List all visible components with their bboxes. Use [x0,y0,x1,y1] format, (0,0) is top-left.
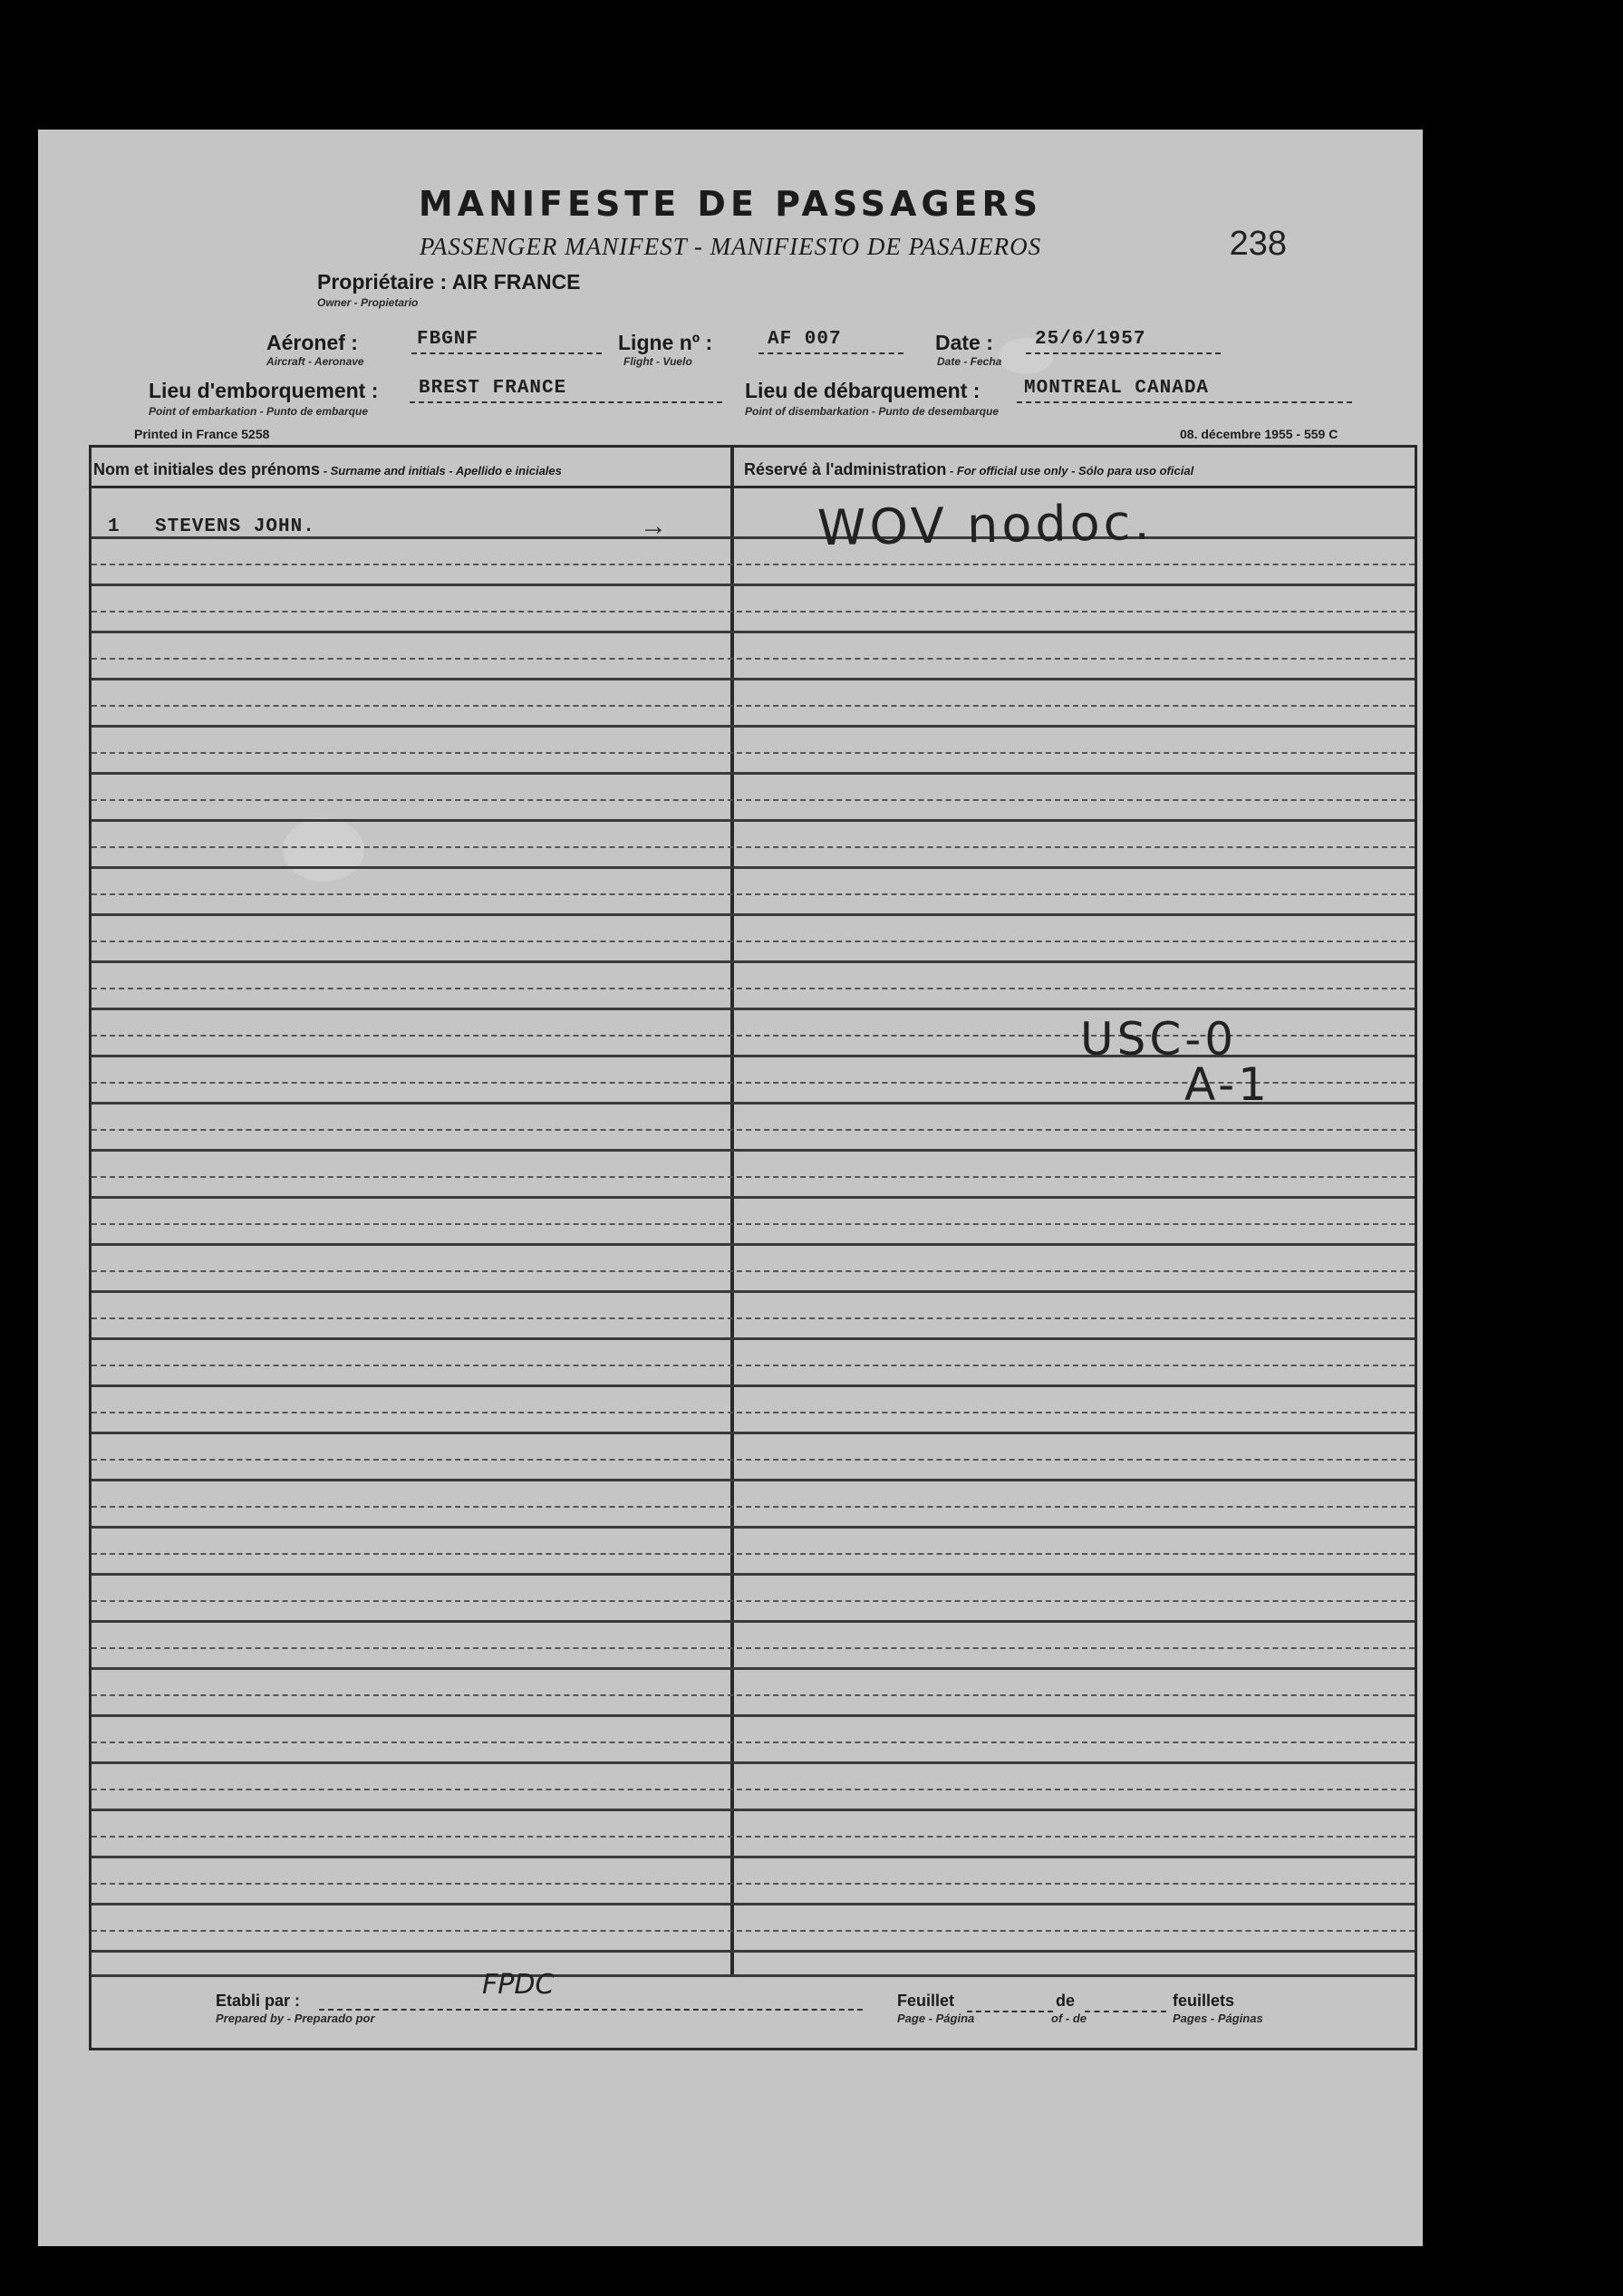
sheet-underline [967,1991,1053,2012]
embark-label: Lieu d'emborquement : [149,379,379,402]
row-rule [92,1008,1415,1010]
row-rule [92,866,1415,869]
disembark-sublabel: Point of disembarkation - Punto de desembarque [745,405,1000,418]
sheets-label: feuillets [1173,1992,1235,2010]
handwritten-note: WOV nodoc. [816,493,1154,557]
row-subrule [92,611,1415,613]
of-underline [1085,1991,1166,2012]
row-rule [92,1809,1415,1811]
embark-value: BREST FRANCE [419,378,567,399]
aircraft-value: FBGNF [417,329,479,350]
row-subrule [92,1317,1415,1319]
row-rule [92,772,1415,775]
row-subrule [92,1694,1415,1696]
row-rule [92,1856,1415,1858]
row-rule [92,1337,1415,1340]
row-subrule [92,1930,1415,1932]
row-rule [92,584,1415,586]
row-subrule [92,1883,1415,1885]
column-divider [730,448,734,1974]
aircraft-label: Aéronef : [266,331,358,354]
of-sublabel: of - de [1051,2011,1087,2025]
header-rule [92,486,1415,488]
row-rule [92,1243,1415,1246]
row-subrule [92,988,1415,989]
row-subrule [92,1741,1415,1743]
row-subrule [92,705,1415,707]
row-rule [92,725,1415,728]
row-subrule [92,1506,1415,1508]
owner-sublabel: Owner - Propietario [317,296,419,309]
row-subrule [92,846,1415,848]
row-rule [92,913,1415,916]
prepared-by-label: Etabli par : [216,1992,301,2010]
page-number: 238 [1229,225,1287,263]
handwritten-class: A-1 [1184,1058,1270,1111]
row-rule [92,1950,1415,1953]
disembark-value: MONTREAL CANADA [1024,378,1210,399]
row-rule [92,678,1415,680]
passenger-table [89,445,1417,2050]
prepared-by-underline [319,1989,863,2011]
row-subrule [92,1459,1415,1461]
row-subrule [92,1176,1415,1178]
row-subrule [92,1600,1415,1602]
row-subrule [92,1553,1415,1555]
line-value: AF 007 [768,329,842,350]
arrow-icon: → [640,511,667,541]
manifest-sheet [38,130,1423,2246]
row-subrule [92,752,1415,754]
row-subrule [92,799,1415,801]
printed-in: Printed in France 5258 [134,427,270,441]
prepared-by-signature: FPDC [482,1969,555,2001]
row-rule [92,1479,1415,1481]
row-subrule [92,1647,1415,1649]
row-subrule [92,1270,1415,1272]
embark-sublabel: Point of embarkation - Punto de embarque [149,405,369,418]
row-rule [92,1667,1415,1670]
line-label: Ligne nº : [618,331,713,354]
entry-name: STEVENS JOHN. [155,516,315,537]
row-rule [92,960,1415,963]
entry-number: 1 [108,516,121,537]
disembark-label: Lieu de débarquement : [745,379,981,402]
row-rule [92,631,1415,633]
row-rule [92,1432,1415,1434]
row-subrule [92,1789,1415,1790]
date-sublabel: Date - Fecha [937,355,1002,368]
row-rule [92,1620,1415,1623]
row-subrule [92,564,1415,565]
aircraft-sublabel: Aircraft - Aeronave [266,355,364,368]
row-rule [92,1573,1415,1576]
document-title: MANIFESTE DE PASSAGERS [418,184,1043,224]
document-subtitle: PASSENGER MANIFEST - MANIFIESTO DE PASAJEROS [419,233,1042,260]
handwritten-code: USC-0 [1080,1013,1238,1066]
date-value: 25/6/1957 [1035,329,1146,350]
owner-label: Propriétaire : AIR FRANCE [317,270,581,294]
row-rule [92,1714,1415,1717]
sheet-sublabel: Page - Página [897,2011,975,2025]
sheet-label: Feuillet [897,1992,955,2010]
row-rule [92,1290,1415,1293]
column-header-name: Nom et initiales des prénoms - Surname and initials - Apellido e iniciales [93,460,562,478]
footer-rule [92,1974,1415,1977]
date-label: Date : [935,331,993,354]
row-subrule [92,893,1415,895]
row-subrule [92,1836,1415,1838]
row-subrule [92,1223,1415,1225]
column-header-official: Réservé à l'administration - For official use only - Sólo para uso oficial [744,460,1194,478]
row-rule [92,819,1415,822]
row-subrule [92,658,1415,660]
sheets-sublabel: Pages - Páginas [1173,2011,1263,2025]
row-rule [92,1384,1415,1387]
row-subrule [92,1365,1415,1366]
row-subrule [92,941,1415,942]
row-rule [92,1149,1415,1152]
row-rule [92,1196,1415,1199]
row-subrule [92,1412,1415,1413]
row-rule [92,1526,1415,1529]
prepared-by-sublabel: Prepared by - Preparado por [216,2011,375,2025]
row-rule [92,1903,1415,1905]
row-rule [92,1761,1415,1764]
row-subrule [92,1129,1415,1131]
edition-code: 08. décembre 1955 - 559 C [1180,427,1338,441]
of-label: de [1056,1992,1076,2010]
line-sublabel: Flight - Vuelo [623,355,692,368]
